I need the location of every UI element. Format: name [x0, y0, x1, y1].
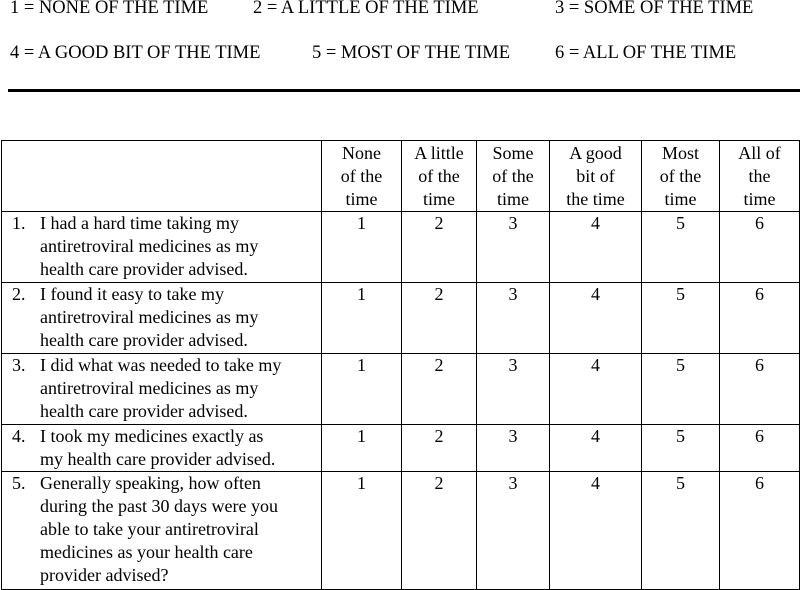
scale-value[interactable]: 2: [402, 425, 477, 472]
scale-value[interactable]: 3: [477, 425, 550, 472]
scale-value[interactable]: 2: [402, 283, 477, 354]
column-header: [477, 141, 550, 212]
scale-value[interactable]: 4: [550, 283, 642, 354]
table-row: [2, 212, 800, 283]
scale-value[interactable]: 3: [477, 472, 550, 590]
legend-item-6: 6 = ALL OF THE TIME: [555, 43, 737, 63]
item-cell: [2, 425, 322, 472]
scale-value[interactable]: 5: [642, 283, 720, 354]
scale-value[interactable]: 5: [642, 425, 720, 472]
item-cell: [2, 212, 322, 283]
item-text: I did what was needed to take my antiretroviral medicines as my health care provider advised.: [40, 355, 282, 421]
scale-value[interactable]: 6: [720, 283, 800, 354]
corner-cell: [2, 141, 322, 212]
scale-value[interactable]: 1: [322, 425, 402, 472]
scale-value[interactable]: 6: [720, 354, 800, 425]
response-scale-table: [1, 140, 800, 590]
table-row: [2, 425, 800, 472]
item-cell: [2, 283, 322, 354]
item-text: I took my medicines exactly as my health care provider advised.: [40, 426, 276, 469]
item-text: Generally speaking, how often during the past 30 days were you able to take your antiretroviral medicines as your health care provider advised?: [40, 473, 278, 585]
scale-value[interactable]: 4: [550, 354, 642, 425]
column-header: [720, 141, 800, 212]
scale-value[interactable]: 1: [322, 472, 402, 590]
scale-value[interactable]: 6: [720, 472, 800, 590]
item-number: 4.: [12, 426, 26, 446]
scale-value[interactable]: 2: [402, 212, 477, 283]
item-text: I had a hard time taking my antiretroviral medicines as my health care provider advised.: [40, 213, 259, 279]
scale-value[interactable]: 3: [477, 212, 550, 283]
legend-item-5: 5 = MOST OF THE TIME: [312, 43, 511, 63]
scale-value[interactable]: 2: [402, 354, 477, 425]
scale-value[interactable]: 2: [402, 472, 477, 590]
legend-item-1: 1 = NONE OF THE TIME: [10, 0, 209, 18]
column-header-label: A little of the time: [414, 143, 464, 209]
legend-item-3: 3 = SOME OF THE TIME: [555, 0, 754, 18]
scale-value[interactable]: 3: [477, 283, 550, 354]
scale-value[interactable]: 4: [550, 425, 642, 472]
item-cell: [2, 354, 322, 425]
scale-value[interactable]: 1: [322, 212, 402, 283]
legend-item-2: 2 = A LITTLE OF THE TIME: [253, 0, 479, 18]
column-header-label: Most of the time: [659, 143, 702, 209]
table-row: [2, 354, 800, 425]
scale-value[interactable]: 3: [477, 354, 550, 425]
legend-item-4: 4 = A GOOD BIT OF THE TIME: [10, 43, 261, 63]
column-header: [402, 141, 477, 212]
item-text: I found it easy to take my antiretroviral medicines as my health care provider advised.: [40, 284, 259, 350]
table-row: [2, 472, 800, 590]
scale-value[interactable]: 5: [642, 354, 720, 425]
scale-value[interactable]: 1: [322, 283, 402, 354]
item-number: 2.: [12, 284, 26, 304]
item-number: 5.: [12, 473, 26, 493]
column-header: [550, 141, 642, 212]
table-row: [2, 283, 800, 354]
divider-rule: [8, 89, 800, 92]
scale-value[interactable]: 5: [642, 472, 720, 590]
column-header: [642, 141, 720, 212]
item-cell: [2, 472, 322, 590]
item-number: 3.: [12, 355, 26, 375]
column-header-label: None of the time: [340, 143, 383, 209]
scale-value[interactable]: 1: [322, 354, 402, 425]
scale-value[interactable]: 4: [550, 212, 642, 283]
scale-value[interactable]: 4: [550, 472, 642, 590]
table-header-row: [2, 141, 800, 212]
scale-value[interactable]: 6: [720, 212, 800, 283]
column-header-label: All of the time: [738, 143, 781, 209]
item-number: 1.: [12, 213, 26, 233]
scale-value[interactable]: 5: [642, 212, 720, 283]
column-header: [322, 141, 402, 212]
column-header-label: A good bit of the time: [566, 143, 625, 209]
scale-value[interactable]: 6: [720, 425, 800, 472]
column-header-label: Some of the time: [492, 143, 534, 209]
